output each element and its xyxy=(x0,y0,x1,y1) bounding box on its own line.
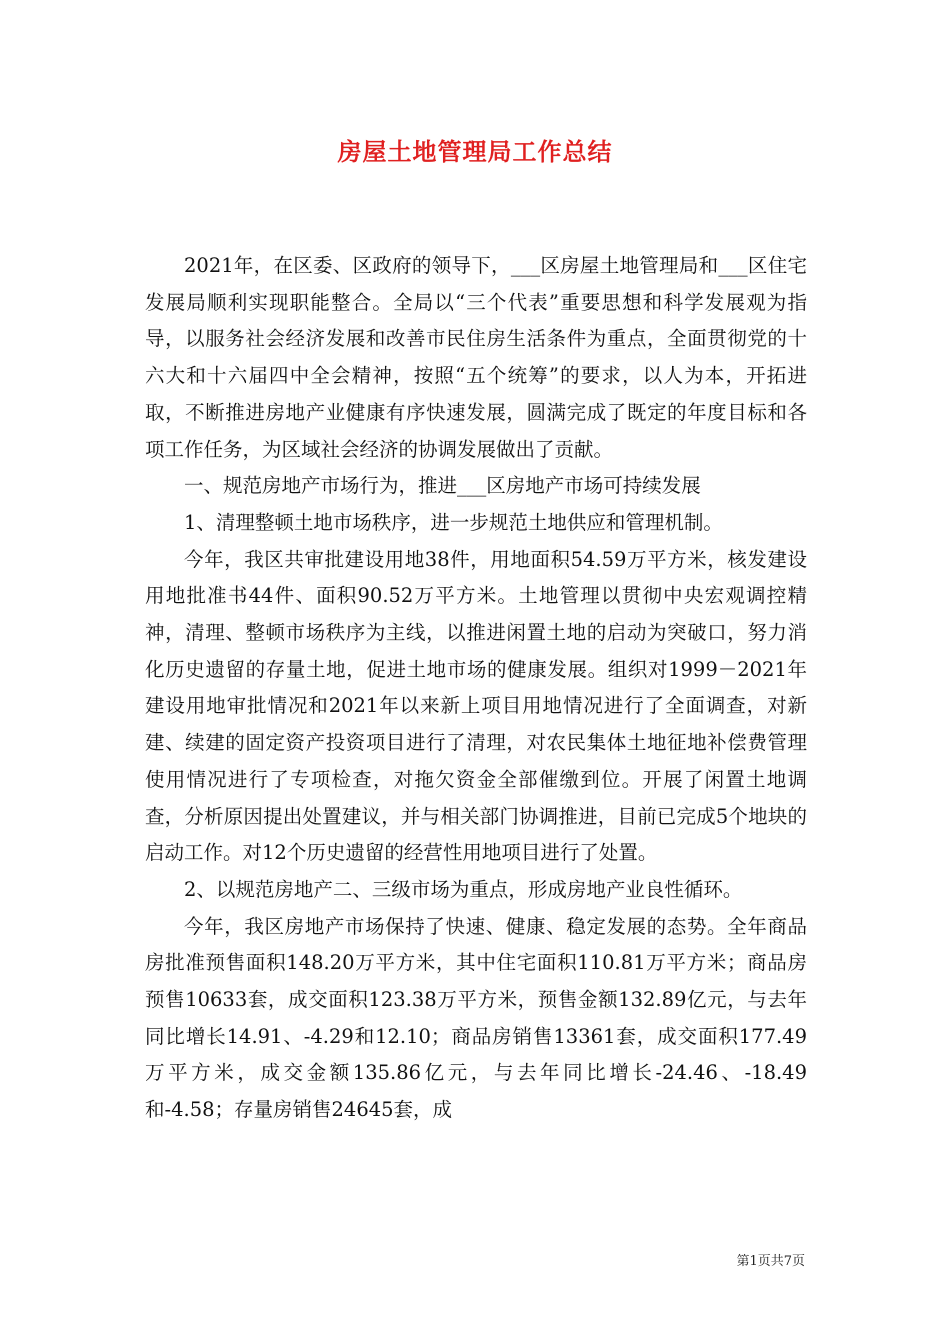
document-body xyxy=(145,248,807,1129)
subsection-heading-2: 2、以规范房地产二、三级市场为重点，形成房地产业良性循环。 xyxy=(184,877,743,901)
document-title: 房屋土地管理局工作总结 xyxy=(337,138,613,166)
subsection-heading-1: 1、清理整顿土地市场秩序，进一步规范土地供应和管理机制。 xyxy=(184,510,723,534)
paragraph-land-management: 今年，我区共审批建设用地38件，用地面积54.59万平方米，核发建设用地批准书44件、面积90.52万平方米。土地管理以贯彻中央宏观调控精神，清理、整顿市场秩序为主线，以推进闲置土地的启动为突破口，努力消化历史遗留的存量土地，促进土地市场的健康发展。组织对1999－2021年建设用地审批情况和2021年以来新上项目用地情况进行了全面调查，对新建、续建的固定资产投资项目进行了清理，对农民集体土地征地补偿费管理使用情况进行了专项检查，对拖欠资金全部催缴到位。开展了闲置土地调查，分析原因提出处置建议，并与相关部门协调推进，目前已完成5个地块的启动工作。对12个历史遗留的经营性用地项目进行了处置。 xyxy=(145,547,807,865)
section-heading-1: 一、规范房地产市场行为，推进___区房地产市场可持续发展 xyxy=(184,474,701,498)
page-number: 第1页共7页 xyxy=(736,1254,805,1269)
paragraph-real-estate-market: 今年，我区房地产市场保持了快速、健康、稳定发展的态势。全年商品房批准预售面积148.20万平方米，其中住宅面积110.81万平方米；商品房预售10633套，成交面积123.38万平方米，预售金额132.89亿元，与去年同比增长14.91、-4.29和12.10；商品房销售13361套，成交面积177.49万平方米，成交金额135.86亿元，与去年同比增长-24.46、-18.49和-4.58；存量房销售24645套，成 xyxy=(145,914,807,1122)
paragraph-intro: 2021年，在区委、区政府的领导下，___区房屋土地管理局和___区住宅发展局顺利实现职能整合。全局以“三个代表”重要思想和科学发展观为指导，以服务社会经济发展和改善市民住房生活条件为重点，全面贯彻党的十六大和十六届四中全会精神，按照“五个统筹”的要求，以人为本，开拓进取，不断推进房地产业健康有序快速发展，圆满完成了既定的年度目标和各项工作任务，为区域社会经济的协调发展做出了贡献。 xyxy=(145,254,807,461)
